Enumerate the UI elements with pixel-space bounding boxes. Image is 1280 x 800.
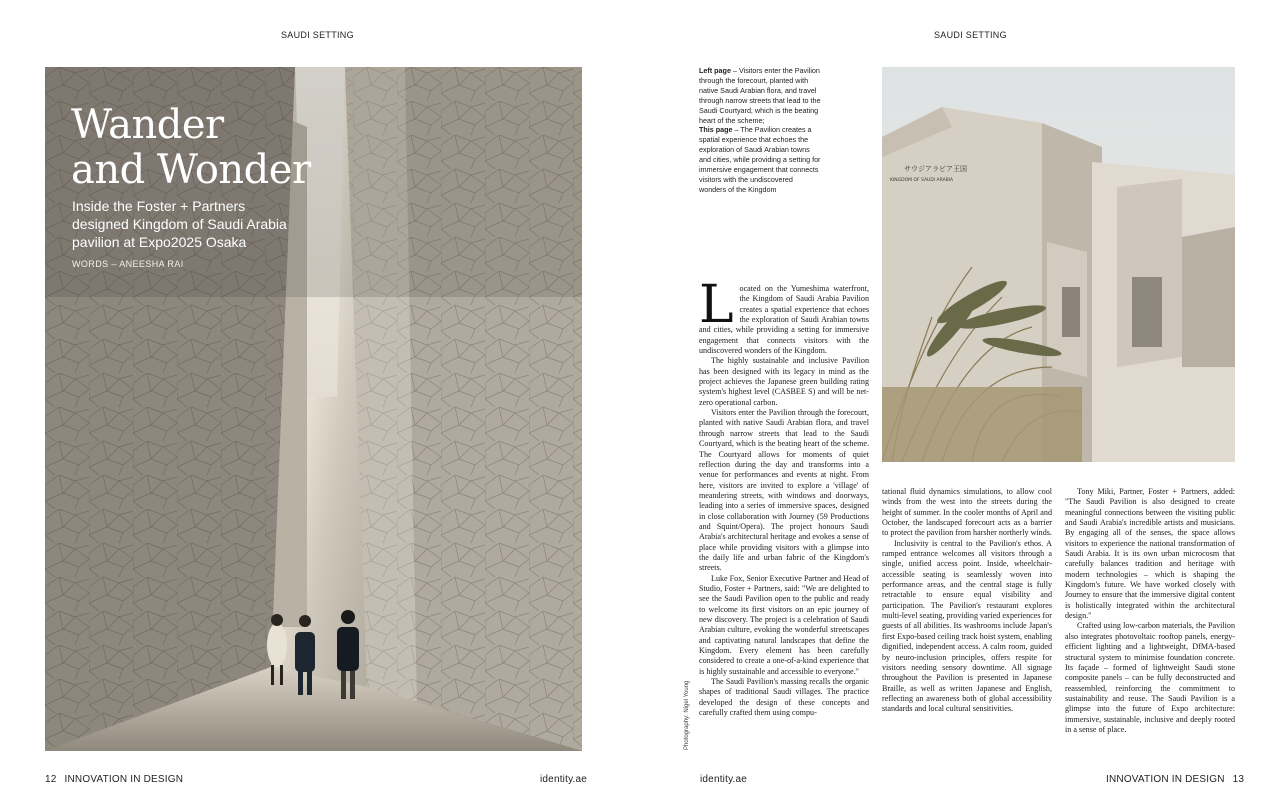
caption-left-text: – Visitors enter the Pavilion through the forecourt, planted with native Saudi Arabian flora, and travel through narrow streets that lead to the Saudi Courtyard, which is the beating heart of the scheme; (699, 66, 821, 125)
paragraph: The Saudi Pavilion's massing recalls the organic shapes of traditional Saudi villages. The practice developed the design of these concepts and carefully crafted them using compu- (699, 677, 869, 718)
section-label-right: SAUDI SETTING (934, 30, 1007, 40)
footer-right (1106, 774, 1244, 785)
pavilion-exterior-photo (882, 67, 1235, 462)
subtitle-line-2: designed Kingdom of Saudi Arabia (72, 216, 287, 232)
photo-caption (699, 66, 821, 195)
article-subtitle (72, 197, 362, 251)
article-column-3 (1065, 487, 1235, 735)
article-column-2 (882, 487, 1052, 715)
footer-left (45, 774, 183, 785)
paragraph: Tony Miki, Partner, Foster + Partners, added: "The Saudi Pavilion is also designed to create meaningful connections between the visiting public and Saudi Arabia's incredible artists and musicians. By engaging all of the senses, the space allows visitors to experience the national transformation of Saudi Arabia. It is its own urban microcosm that carefully balances tradition and heritage with modern technologies – which is shaping the Kingdom's future. We have worked closely with Journey to ensure that the immersive digital content is holistically integrated within the architectural design." (1065, 487, 1235, 621)
page-number-left: 12 (45, 774, 57, 785)
sign-japanese: サウジアラビア王国 (904, 165, 967, 173)
paragraph: The highly sustainable and inclusive Pavilion has been designed with its legacy in mind as the project achieves the Japanese green building rating system's highest level (CASBEE S) and will be net-zero operational carbon. (699, 356, 869, 407)
caption-left-label: Left page (699, 66, 731, 75)
paragraph: Inclusivity is central to the Pavilion's ethos. A ramped entrance welcomes all visitors through a single, unified access point. Inside, wheelchair-accessible seating is seamlessly woven into performance areas, and the central stage is fully retractable to ensure equal visibility and participation. The Pavilion's restaurant explores multi-level seating, providing varied experiences for guests of all abilities. Its washrooms include Japan's first Expo-based ceiling track hoist system, enabling dignified, independent access. A calm room, guided by neuro-inclusion principles, offers respite for visitors needing sensory downtime. All signage throughout the Pavilion is presented in Japanese Braille, as well as written Japanese and English, reflecting an awareness both of global accessibility standards and local cultural sensitivities. (882, 538, 1052, 714)
paragraph: Visitors enter the Pavilion through the forecourt, planted with native Saudi Arabian flora, and travel through narrow streets that lead to the Saudi Courtyard, which is the beating heart of the scheme. The Courtyard allows for moments of quiet reflection during the day and transforms into a venue for performances and events at night. From here, visitors are invited to explore a 'village' of meandering streets, with windows and doorways, leading into a series of immersive spaces, designed in close collaboration with Journey (59 Productions and Squint/Opera). The project honours Saudi Arabia's architectural heritage and evokes a sense of place while providing visitors with a glimpse into the daily life and urban fabric of the Kingdom's streets. (699, 408, 869, 573)
publication-name-left: INNOVATION IN DESIGN (64, 774, 184, 785)
article-column-1 (699, 275, 869, 718)
article-title (71, 103, 311, 193)
publication-name-right: INNOVATION IN DESIGN (1106, 774, 1225, 785)
caption-this-text: – The Pavilion creates a spatial experience that echoes the exploration of Saudi Arabian towns and cities, while providing a setting for immersive engagement that connects visitors with the undiscovered wonders of the Kingdom (699, 125, 821, 194)
hero-photo (45, 67, 582, 751)
caption-this-label: This page (699, 125, 733, 135)
photo-credit: Photography: Nigel Young (684, 680, 690, 750)
sign-english: KINGDOM OF SAUDI ARABIA (890, 178, 954, 183)
drop-cap: L (699, 275, 734, 335)
footer-site-right: identity.ae (700, 774, 748, 785)
paragraph: Luke Fox, Senior Executive Partner and Head of Studio, Foster + Partners, said: "We are delighted to see the Saudi Pavilion open to the public and ready to welcome its first visitors on an epic journey of new discovery. The project is a celebration of Saudi Arabian culture, evoking the wonderful streetscapes and captivating natural landscapes that define the Kingdom. Every element has been carefully considered to create a one-of-a-kind experience that is highly sustainable and accessible to everyone." (699, 573, 869, 676)
subtitle-line-3: pavilion at Expo2025 Osaka (72, 234, 247, 250)
subtitle-line-1: Inside the Foster + Partners (72, 198, 246, 214)
paragraph: tational fluid dynamics simulations, to allow cool winds from the west into the streets during the height of summer. In the cooler months of April and October, the landscaped forecourt acts as a barrier to protect the pavilion from harsher northerly winds. (882, 487, 1052, 538)
paragraph: Crafted using low-carbon materials, the Pavilion also integrates photovoltaic rooftop panels, energy-efficient lighting and a lightweight, DfMA-based structural system to minimise foundation concrete. Its façade – formed of lightweight Saudi stone composite panels – can be fully deconstructed and reassembled, reinforcing the commitment to sustainability and reuse. The Saudi Pavilion is a glimpse into the future of Expo architecture: immersive, sustainable, inclusive and deeply rooted in a sense of place. (1065, 621, 1235, 734)
section-label-left: SAUDI SETTING (281, 30, 354, 40)
pavilion-exterior-illustration (882, 67, 1235, 462)
footer-site-left: identity.ae (540, 774, 588, 785)
author-credit: WORDS – ANEESHA RAI (72, 259, 184, 269)
paragraph: ocated on the Yumeshima waterfront, the Kingdom of Saudi Arabia Pavilion creates a spatial experience that echoes the exploration of Saudi Arabian towns and cities, while providing a setting for immersive engagement that connects visitors with the undiscovered wonders of the Kingdom. (699, 284, 869, 356)
page-number-right: 13 (1232, 774, 1245, 785)
title-line-2: and Wonder (71, 147, 311, 193)
title-line-1: Wander (71, 102, 224, 148)
